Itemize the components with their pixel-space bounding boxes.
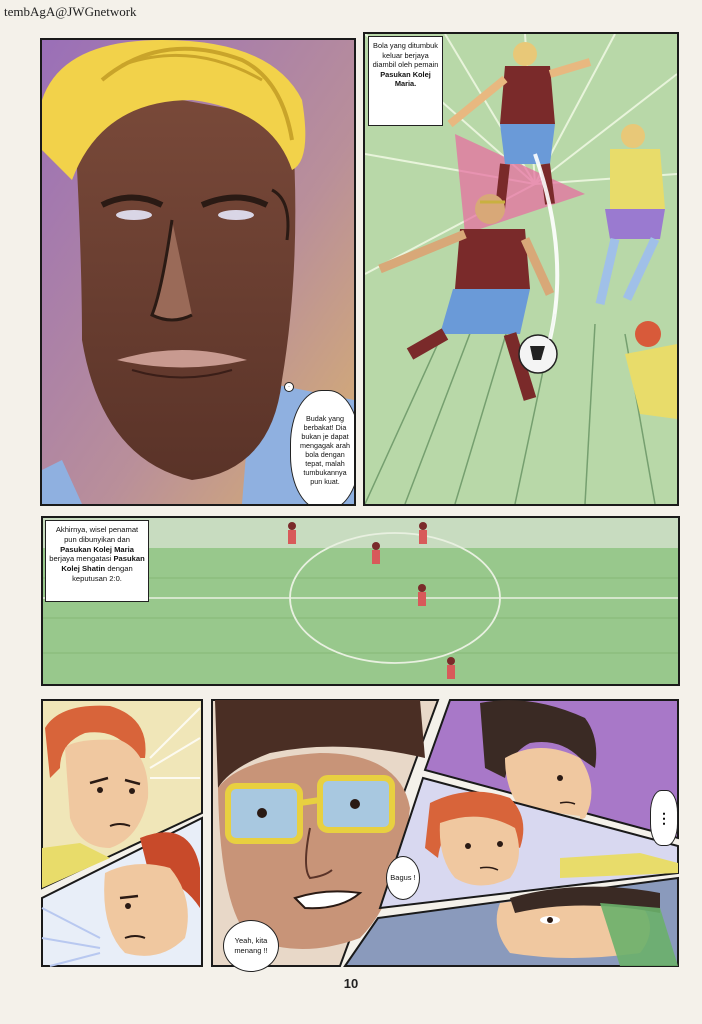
page-number: 10 [343,976,359,991]
caption-team-shatin: Pasukan Kolej Shatin [61,554,145,574]
caption-akhirnya-b: berjaya mengatasi [49,554,112,564]
caption-akhirnya [45,520,149,602]
speech-bubble-yeah: Yeah, kita menang !! [223,920,279,972]
caption-bola-yang [368,36,443,126]
bottom-panels [40,698,680,968]
caption-team-maria-2: Pasukan Kolej Maria [60,544,134,554]
caption-akhirnya-c: dengan keputusan 2:0. [72,564,133,583]
speech-bubble-bagus: Bagus ! [386,856,420,900]
panel-soccer-action [363,32,679,506]
speech-bubble-budak: Budak yang berbakat! Dia bukan je dapat mengagak arah bola dengan tepat, malah tumbukannya pun kuat. [290,390,356,506]
caption-akhirnya-a: Akhirnya, wisel penamat pun dibunyikan dan [55,525,139,544]
panel-field-wide [41,516,680,686]
watermark: tembAgA@JWGnetwork [4,4,137,19]
panel-blond-man [40,38,356,506]
caption-bola-text: Bola yang ditumbuk keluar berjaya diambil oleh pemain [372,41,439,69]
thought-bubble-dots: · [284,382,294,392]
bottom-panels-illustration [40,698,680,968]
caption-team-maria: Pasukan Kolej Maria. [380,69,431,88]
speech-bubble-dots: ⋮ [650,790,678,846]
